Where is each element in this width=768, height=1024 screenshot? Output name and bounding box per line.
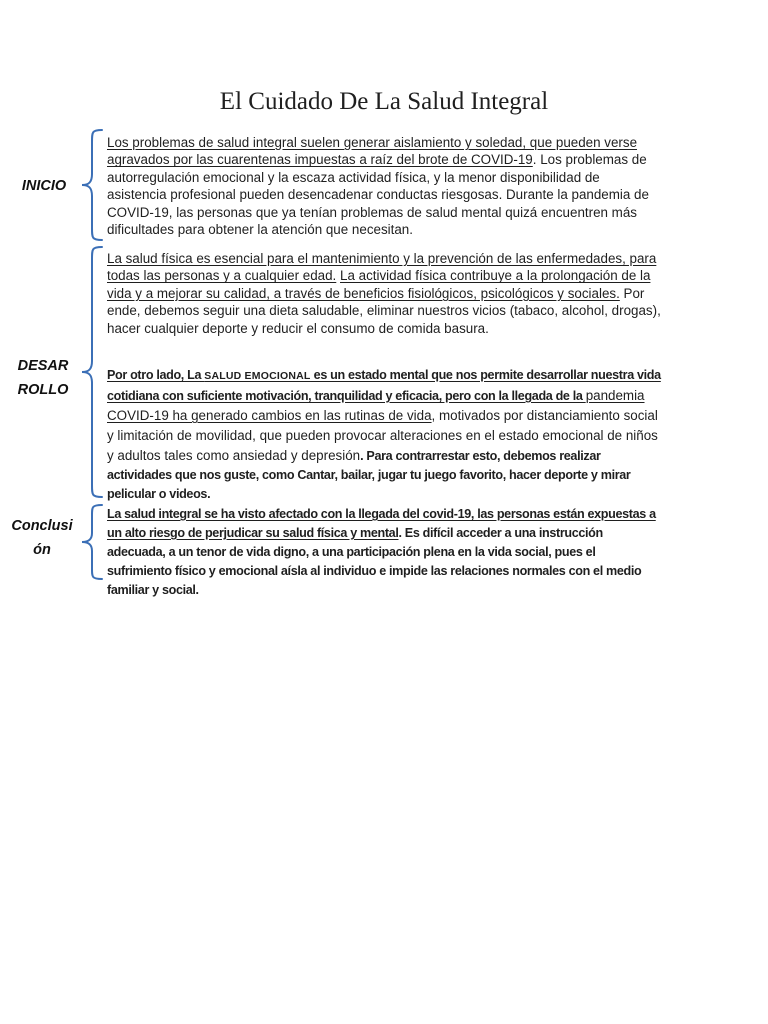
conclusion-paragraph bbox=[107, 505, 663, 600]
salud-emocional-text: SALUD EMOCIONAL bbox=[204, 370, 311, 382]
section-label-conclusion bbox=[10, 514, 74, 562]
brace-desarrollo-icon bbox=[80, 245, 106, 499]
desarrollo-p2-a: Por otro lado, La bbox=[107, 368, 205, 382]
desarrollo-p2-c: pandemia COVID-19 ha generado cambios en las rutinas de vida bbox=[107, 388, 645, 423]
desarrollo-label-line2: ROLLO bbox=[17, 382, 69, 398]
inicio-underlined-text: Los problemas de salud integral suelen generar aislamiento y soledad, que pueden verse agravados por las cuarentenas impuestas a raíz del brote de COVID-19 bbox=[107, 135, 638, 168]
desarrollo-paragraph-1 bbox=[107, 250, 663, 337]
desarrollo-underlined-1: La salud física es esencial para el mantenimiento y la prevención de las enfermedades, para todas las personas y a cualquier edad. bbox=[107, 251, 657, 284]
desarrollo-text-1: Por ende, debemos seguir una dieta saludable, eliminar nuestros vicios (tabaco, alcohol, drogas), hacer cualquier deporte y reducir el consumo de comida basura. bbox=[107, 285, 661, 336]
section-label-desarrollo bbox=[14, 354, 72, 402]
inicio-text: . Los problemas de autorregulación emocional y la escaza actividad física, y la menor disponibilidad de asistencia profesional pueden desencadenar conductas riesgosas. Durante la pandemia de COVID-19, las personas que ya tenían problemas de salud mental quizá encuentren más dificultades para obtener la atención que necesitan. bbox=[107, 152, 649, 238]
desarrollo-underlined-2: La actividad física contribuye a la prolongación de la vida y a mejorar su calidad, a través de beneficios fisiológicos, psicológicos y sociales. bbox=[107, 268, 651, 301]
document-title: El Cuidado De La Salud Integral bbox=[219, 88, 549, 115]
desarrollo-p2-d: , motivados por distanciamiento social y limitación de movilidad, que pueden provocar alteraciones en el estado emocional de niños y adultos tales como ansiedad y depresión bbox=[107, 408, 658, 463]
conclusion-text: . Es difícil acceder a una instrucción adecuada, a un tenor de vida digno, a una participación plena en la vida social, pues el sufrimiento físico y emocional aísla al individuo e impide las relaciones normales con el medio familiar y social. bbox=[107, 526, 642, 597]
brace-conclusion-icon bbox=[80, 503, 106, 581]
conclusion-label-line1: Conclusi bbox=[11, 518, 73, 534]
desarrollo-p2-e: . Para contrarrestar esto, debemos realizar actividades que nos guste, como Cantar, bailar, jugar tu juego favorito, hacer deporte y mirar pelicular o videos. bbox=[107, 449, 631, 501]
brace-inicio-icon bbox=[80, 128, 106, 242]
desarrollo-p2-b: es un estado mental que nos permite desarrollar nuestra vida cotidiana con suficiente motivación, tranquilidad y eficacia, pero con la llegada de la bbox=[107, 368, 661, 403]
inicio-paragraph bbox=[107, 134, 663, 238]
conclusion-label-line2: ón bbox=[33, 542, 51, 558]
conclusion-underlined-text: La salud integral se ha visto afectado con la llegada del covid-19, las personas están expuestas a un alto riesgo de perjudicar su salud física y mental bbox=[107, 507, 656, 540]
section-label-inicio bbox=[18, 174, 70, 198]
inicio-label: INICIO bbox=[21, 178, 67, 194]
desarrollo-paragraph-2 bbox=[107, 366, 663, 504]
desarrollo-label-line1: DESAR bbox=[17, 358, 69, 374]
